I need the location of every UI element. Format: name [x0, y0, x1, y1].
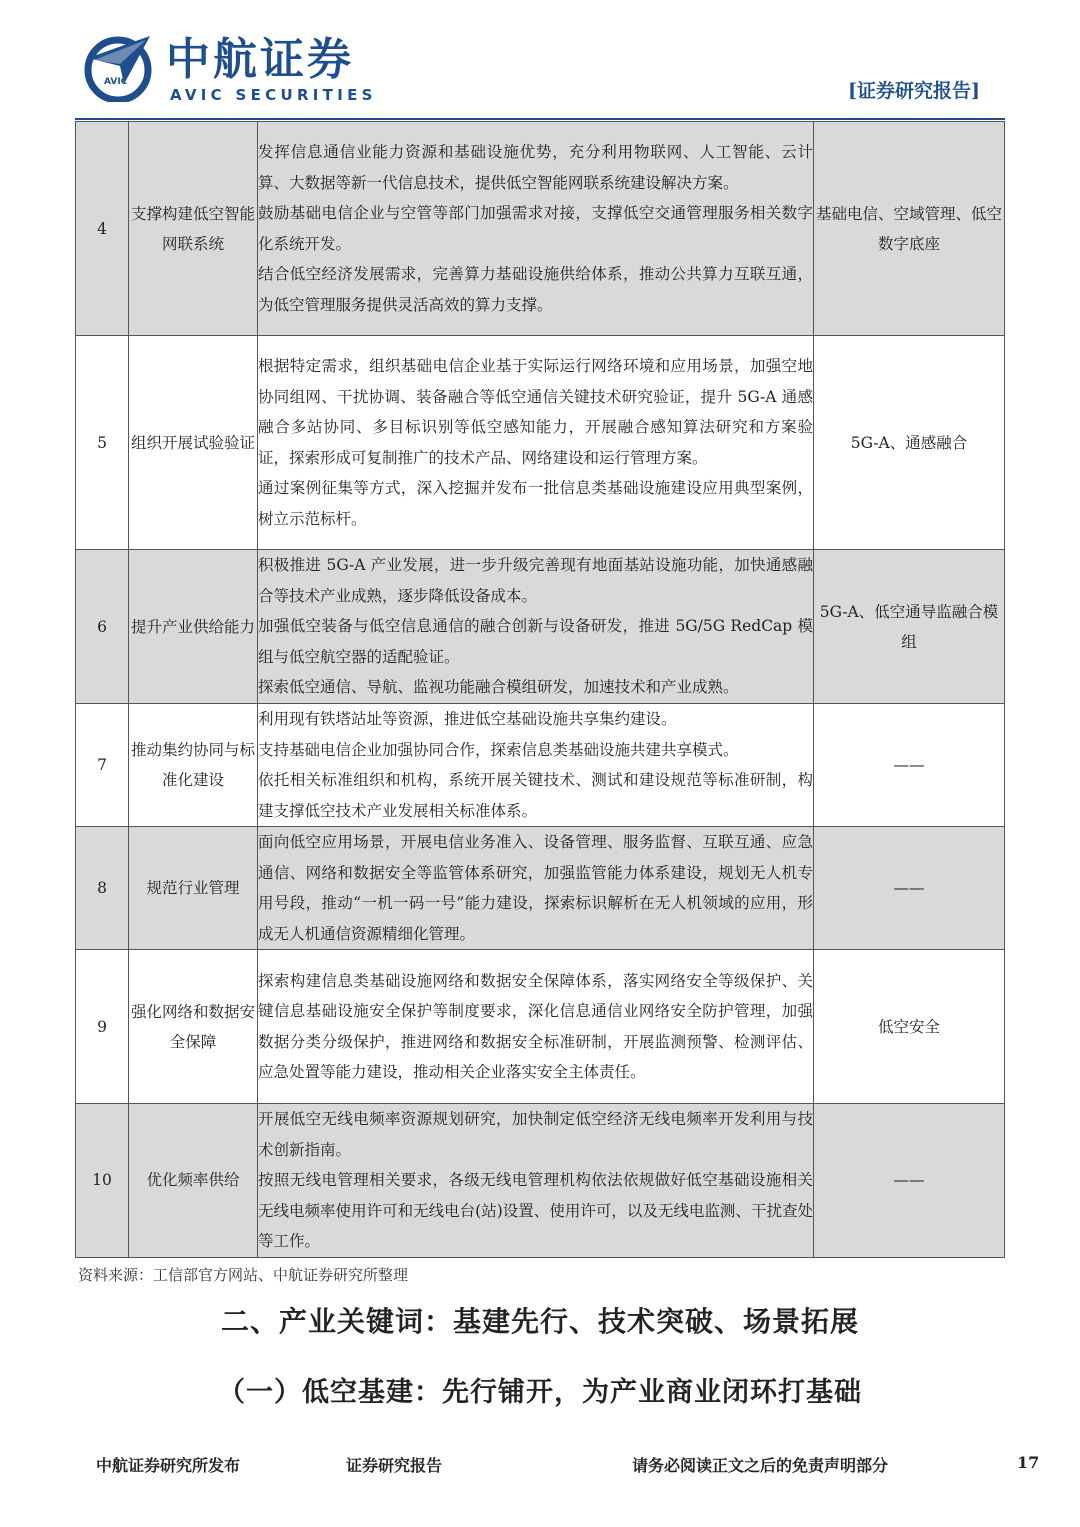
- row-number: 7: [76, 704, 129, 827]
- description-paragraph: 探索构建信息类基础设施网络和数据安全保障体系，落实网络安全等级保护、关键信息基础设施安全保护等制度要求，深化信息通信业网络安全防护管理，加强数据分类分级保护，推进网络和数据安全标准研制，开展监测预警、检测评估、应急处置等能力建设，推动相关企业落实安全主体责任。: [258, 971, 813, 1081]
- keywords: 低空安全: [814, 950, 1005, 1104]
- row-number: 8: [76, 827, 129, 950]
- task-description: [258, 704, 814, 827]
- keywords: 5G-A、低空通导监融合模组: [814, 550, 1005, 704]
- footer-disclaimer: 请务必阅读正文之后的免责声明部分: [632, 1456, 889, 1475]
- logo-mark-text: AVIC: [104, 77, 128, 87]
- table-row: [76, 704, 1005, 827]
- description-paragraph: 积极推进 5G-A 产业发展，进一步升级完善现有地面基站设施功能，加快通感融合等技术产业成熟，逐步降低设备成本。: [258, 556, 813, 605]
- task-name: 推动集约协同与标准化建设: [129, 704, 258, 827]
- subsection-heading: （一）低空基建：先行铺开，为产业商业闭环打基础: [218, 1377, 862, 1408]
- source-note: 资料来源：工信部官方网站、中航证券研究所整理: [78, 1266, 409, 1284]
- page-header: [0, 0, 1080, 122]
- description-paragraph: 依托相关标准组织和机构，系统开展关键技术、测试和建设规范等标准研制，构建支撑低空技术产业发展相关标准体系。: [258, 771, 813, 820]
- row-number: 10: [76, 1104, 129, 1258]
- table-row: [76, 336, 1005, 550]
- description-paragraph: 结合低空经济发展需求，完善算力基础设施供给体系，推动公共算力互联互通，为低空管理服务提供灵活高效的算力支撑。: [258, 265, 813, 314]
- description-paragraph: 探索低空通信、导航、监视功能融合模组研发，加速技术和产业成熟。: [258, 678, 739, 697]
- keywords: 基础电信、空域管理、低空数字底座: [814, 122, 1005, 336]
- task-description: [258, 1104, 814, 1258]
- keywords: ——: [814, 704, 1005, 827]
- row-number: 6: [76, 550, 129, 704]
- task-name: 规范行业管理: [129, 827, 258, 950]
- task-description: [258, 336, 814, 550]
- task-name: 提升产业供给能力: [129, 550, 258, 704]
- report-type-tag: [证券研究报告]: [848, 80, 980, 102]
- task-name: 强化网络和数据安全保障: [129, 950, 258, 1104]
- row-number: 4: [76, 122, 129, 336]
- task-name: 支撑构建低空智能网联系统: [129, 122, 258, 336]
- table-row: [76, 550, 1005, 704]
- description-paragraph: 鼓励基础电信企业与空管等部门加强需求对接，支撑低空交通管理服务相关数字化系统开发。: [258, 204, 813, 253]
- row-number: 5: [76, 336, 129, 550]
- avic-logo-icon: [84, 32, 154, 102]
- description-paragraph: 根据特定需求，组织基础电信企业基于实际运行网络环境和应用场景，加强空地协同组网、干扰协调、装备融合等低空通信关键技术研究验证，提升 5G-A 通感融合多站协同、多目标识别等低空感知能力，开展融合感知算法研究和方案验证，探索形成可复制推广的技术产品、网络建设和运行管理方案。: [258, 357, 813, 467]
- table-row: [76, 950, 1005, 1104]
- table-row: [76, 1104, 1005, 1258]
- task-description: [258, 550, 814, 704]
- description-paragraph: 支持基础电信企业加强协同合作，探索信息类基础设施共建共享模式。: [258, 740, 739, 759]
- description-paragraph: 按照无线电管理相关要求，各级无线电管理机构依法依规做好低空基础设施相关无线电频率使用许可和无线电台(站)设置、使用许可，以及无线电监测、干扰查处等工作。: [258, 1171, 813, 1250]
- description-paragraph: 利用现有铁塔站址等资源，推进低空基础设施共享集约建设。: [258, 710, 677, 728]
- footer-doc-type: 证券研究报告: [346, 1456, 443, 1475]
- task-description: [258, 827, 814, 950]
- task-description: [258, 950, 814, 1104]
- header-divider: [75, 118, 1005, 120]
- description-paragraph: 面向低空应用场景，开展电信业务准入、设备管理、服务监督、互联互通、应急通信、网络和数据安全等监管体系研究，加强监管能力体系建设，规划无人机专用号段，推动“一机一码一号”能力建设，探索标识解析在无人机领域的应用，形成无人机通信资源精细化管理。: [258, 833, 813, 943]
- page-number: 17: [1017, 1453, 1040, 1472]
- section-heading: 二、产业关键词：基建先行、技术突破、场景拓展: [220, 1305, 859, 1338]
- description-paragraph: 加强低空装备与低空信息通信的融合创新与设备研发，推进 5G/5G RedCap 模组与低空航空器的适配验证。: [258, 617, 813, 666]
- table-row: [76, 827, 1005, 950]
- description-paragraph: 发挥信息通信业能力资源和基础设施优势，充分利用物联网、人工智能、云计算、大数据等新一代信息技术，提供低空智能网联系统建设解决方案。: [258, 143, 813, 192]
- description-paragraph: 开展低空无线电频率资源规划研究，加快制定低空经济无线电频率开发利用与技术创新指南。: [258, 1110, 813, 1159]
- task-name: 优化频率供给: [129, 1104, 258, 1258]
- footer-publisher: 中航证券研究所发布: [96, 1456, 241, 1475]
- task-name: 组织开展试验验证: [129, 336, 258, 550]
- keywords: 5G-A、通感融合: [814, 336, 1005, 550]
- description-paragraph: 通过案例征集等方式，深入挖掘并发布一批信息类基础设施建设应用典型案例，树立示范标杆。: [258, 479, 813, 528]
- task-description: [258, 122, 814, 336]
- brand-name-en: AVIC SECURITIES: [170, 86, 377, 104]
- keywords: ——: [814, 1104, 1005, 1258]
- table-row: [76, 122, 1005, 336]
- row-number: 9: [76, 950, 129, 1104]
- keywords: ——: [814, 827, 1005, 950]
- policy-table: [75, 121, 1005, 1258]
- brand-name-cn: 中航证券: [166, 34, 354, 85]
